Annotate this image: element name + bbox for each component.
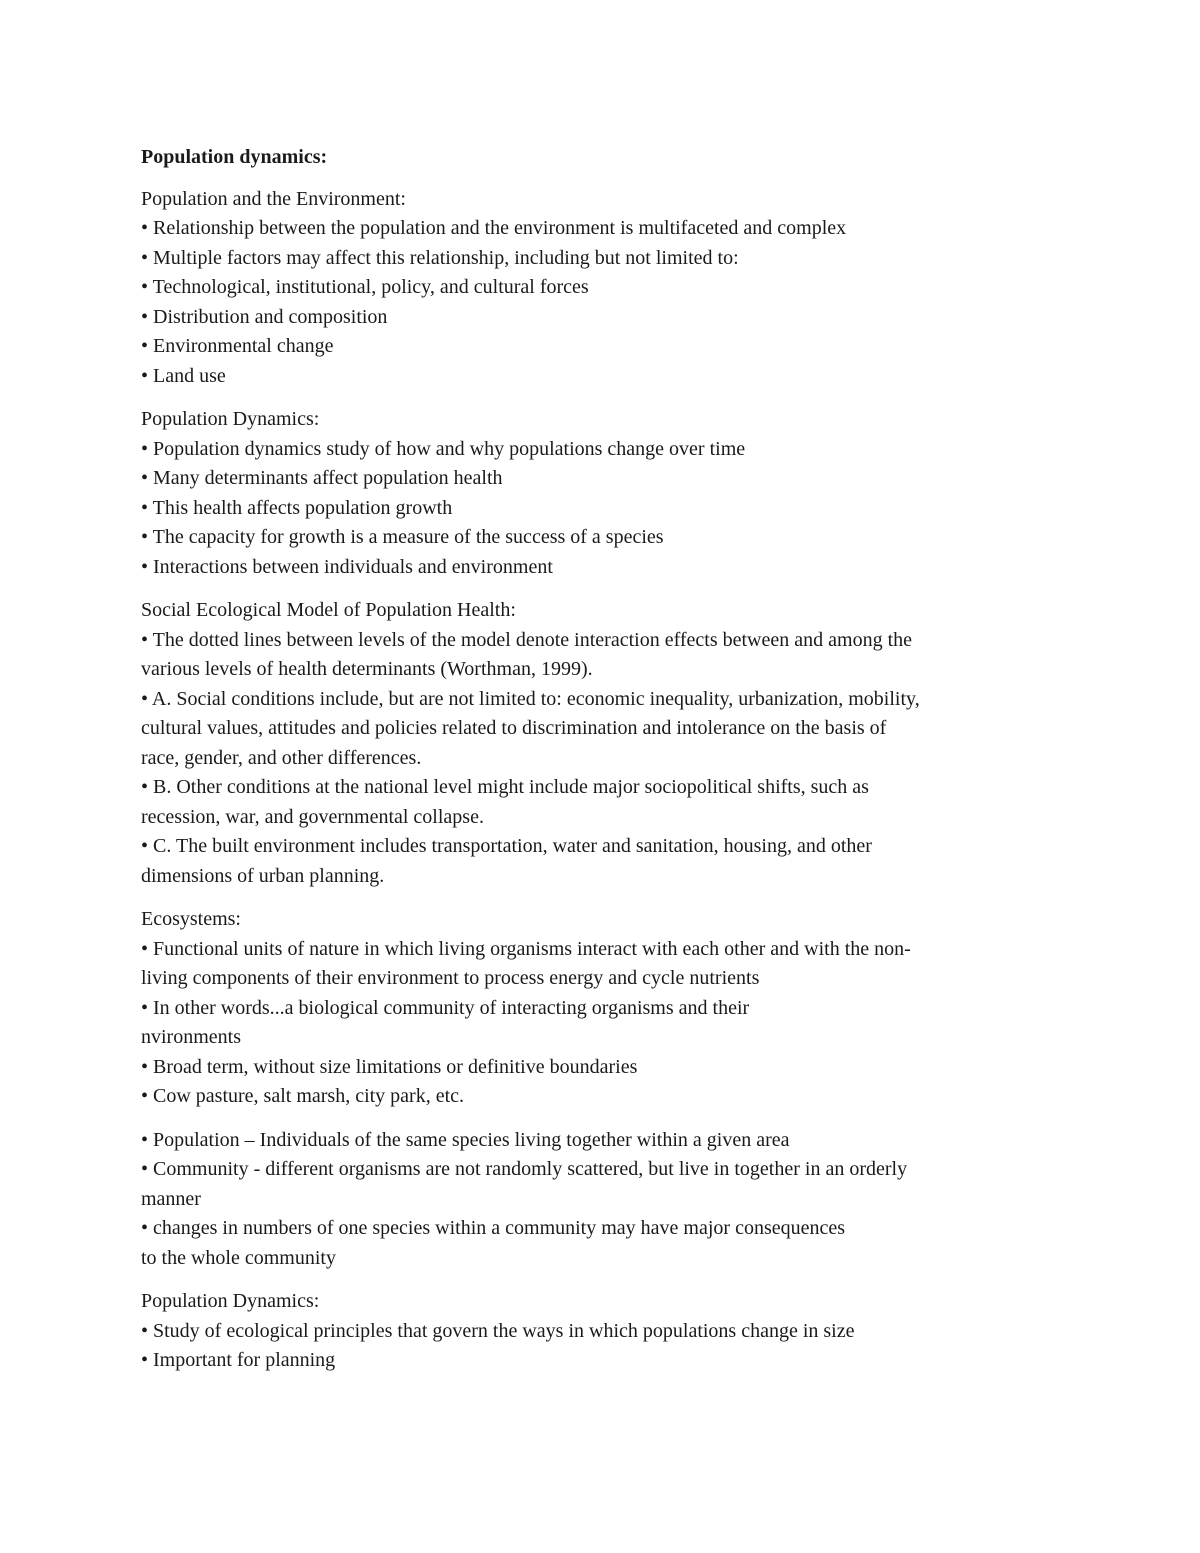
section-population-community xyxy=(141,1126,1101,1274)
list-item: nvironments xyxy=(141,1026,241,1048)
list-item: • The capacity for growth is a measure of the success of a species xyxy=(141,526,664,548)
section-heading: Social Ecological Model of Population Health: xyxy=(141,599,516,621)
list-item: living components of their environment to process energy and cycle nutrients xyxy=(141,967,760,989)
list-item: • The dotted lines between levels of the model denote interaction effects between and among the xyxy=(141,628,912,651)
section-heading: Population Dynamics: xyxy=(141,408,320,430)
list-item: manner xyxy=(141,1187,201,1210)
list-item: • Relationship between the population and the environment is multifaceted and complex xyxy=(141,217,847,239)
list-item: • Land use xyxy=(141,364,226,387)
list-item: • Multiple factors may affect this relationship, including but not limited to: xyxy=(141,246,739,269)
list-item: • This health affects population growth xyxy=(141,496,453,519)
list-item: • Cow pasture, salt marsh, city park, etc. xyxy=(141,1085,465,1107)
list-item: • Study of ecological principles that govern the ways in which populations change in size xyxy=(141,1319,855,1342)
list-item: to the whole community xyxy=(141,1246,336,1269)
list-item: • Community - different organisms are not randomly scattered, but live in together in an orderly xyxy=(141,1158,908,1180)
list-item: dimensions of urban planning. xyxy=(141,864,385,887)
list-item: • Population – Individuals of the same species living together within a given area xyxy=(141,1128,790,1151)
section-population-dynamics xyxy=(141,405,1101,582)
section-heading: Population and the Environment: xyxy=(141,187,406,210)
list-item: • Population dynamics study of how and why populations change over time xyxy=(141,437,746,460)
document-title: Population dynamics: xyxy=(141,146,328,168)
list-item: • Functional units of nature in which living organisms interact with each other and with the non- xyxy=(141,937,911,960)
list-item: • Interactions between individuals and environment xyxy=(141,555,553,578)
list-item: • Important for planning xyxy=(141,1349,336,1371)
section-heading: Ecosystems: xyxy=(141,908,241,930)
list-item: • In other words...a biological community of interacting organisms and their xyxy=(141,996,750,1019)
document-page xyxy=(141,143,1101,1390)
list-item: • Environmental change xyxy=(141,335,334,357)
list-item: • Broad term, without size limitations or definitive boundaries xyxy=(141,1055,638,1078)
list-item: • Distribution and composition xyxy=(141,305,388,328)
section-ecosystems xyxy=(141,905,1101,1112)
list-item: race, gender, and other differences. xyxy=(141,746,422,769)
section-heading: Population Dynamics: xyxy=(141,1290,320,1312)
section-social-ecological-model xyxy=(141,596,1101,891)
list-item: • changes in numbers of one species within a community may have major consequences xyxy=(141,1217,846,1239)
list-item: recession, war, and governmental collapse. xyxy=(141,805,484,828)
list-item: • Technological, institutional, policy, and cultural forces xyxy=(141,276,589,298)
list-item: cultural values, attitudes and policies related to discrimination and intolerance on the basis of xyxy=(141,717,887,739)
list-item: • Many determinants affect population health xyxy=(141,467,503,489)
list-item: • C. The built environment includes transportation, water and sanitation, housing, and other xyxy=(141,835,872,857)
list-item: • B. Other conditions at the national level might include major sociopolitical shifts, such as xyxy=(141,776,869,798)
list-item: • A. Social conditions include, but are not limited to: economic inequality, urbanization, mobility, xyxy=(141,687,920,710)
section-population-environment xyxy=(141,185,1101,392)
list-item: various levels of health determinants (Worthman, 1999). xyxy=(141,658,593,680)
section-population-dynamics-2 xyxy=(141,1287,1101,1376)
